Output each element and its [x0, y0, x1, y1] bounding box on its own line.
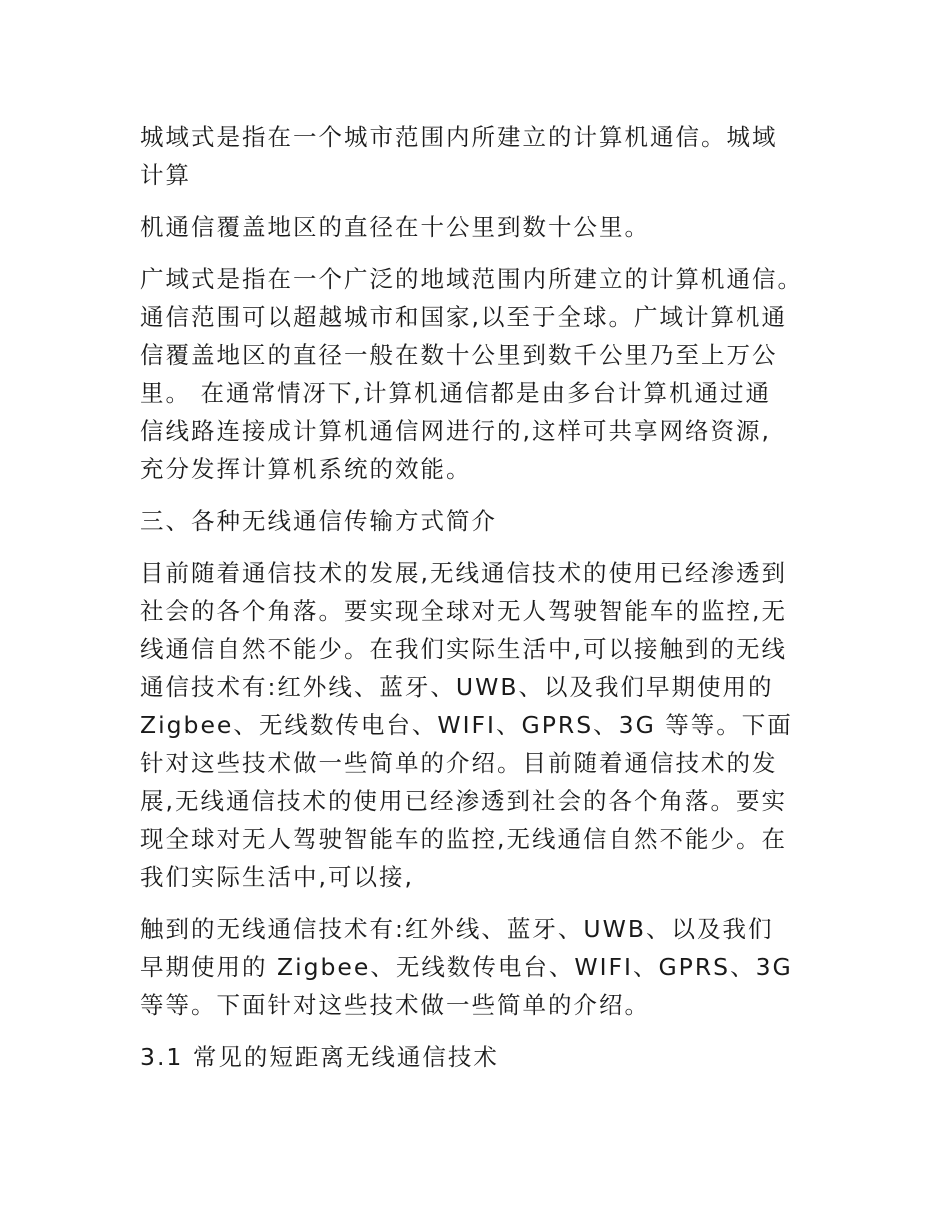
- text-line: 城域式是指在一个城市范围内所建立的计算机通信。城域: [140, 123, 778, 151]
- paragraph-metro-coverage: [140, 208, 810, 246]
- text-line: 信线路连接成计算机通信网进行的,这样可共享网络资源,: [140, 417, 771, 445]
- text-line: 我们实际生活中,可以接,: [140, 863, 414, 891]
- text-line: 通信技术有:红外线、蓝牙、UWB、以及我们早期使用的: [140, 673, 774, 701]
- text-line: 信覆盖地区的直径一般在数十公里到数千公里乃至上万公: [140, 341, 778, 369]
- text-line: 里。 在通常情冴下,计算机通信都是由多台计算机通过通: [140, 379, 771, 407]
- text-line: 触到的无线通信技术有:红外线、蓝牙、UWB、以及我们: [140, 915, 774, 943]
- text-line: 目前随着通信技术的发展,无线通信技术的使用已经渗透到: [140, 559, 787, 587]
- document-body: [140, 118, 810, 1090]
- text-line: 计算: [140, 161, 191, 189]
- text-line: 早期使用的 Zigbee、无线数传电台、WIFI、GPRS、3G: [140, 953, 793, 981]
- paragraph-wireless-intro: [140, 554, 810, 896]
- text-line: 展,无线通信技术的使用已经渗透到社会的各个角落。要实: [140, 787, 787, 815]
- text-line: 针对这些技术做一些简单的介绍。目前随着通信技术的发: [140, 749, 778, 777]
- text-line: Zigbee、无线数传电台、WIFI、GPRS、3G 等等。下面: [140, 711, 793, 739]
- text-line: 等等。下面针对这些技术做一些简单的介绍。: [140, 991, 650, 1019]
- text-line: 社会的各个角落。要实现全球对无人驾驶智能车的监控,无: [140, 597, 787, 625]
- section-heading-wireless-methods: 三、各种无线通信传输方式简介: [140, 507, 497, 535]
- text-line: 广域式是指在一个广泛的地域范围内所建立的计算机通信。: [140, 265, 803, 293]
- text-line: 机通信覆盖地区的直径在十公里到数十公里。: [140, 213, 650, 241]
- text-line: 线通信自然不能少。在我们实际生活中,可以接触到的无线: [140, 635, 787, 663]
- text-line: 充分发挥计算机系统的效能。: [140, 455, 472, 483]
- paragraph-wireless-technologies: [140, 910, 810, 1024]
- text-line: 现全球对无人驾驶智能车的监控,无线通信自然不能少。在: [140, 825, 787, 853]
- paragraph-wide-area: [140, 260, 810, 488]
- section-heading-short-range: 3.1 常见的短距离无线通信技术: [140, 1043, 499, 1071]
- paragraph-metro-definition: [140, 118, 810, 194]
- text-line: 通信范围可以超越城市和国家,以至于全球。广域计算机通: [140, 303, 787, 331]
